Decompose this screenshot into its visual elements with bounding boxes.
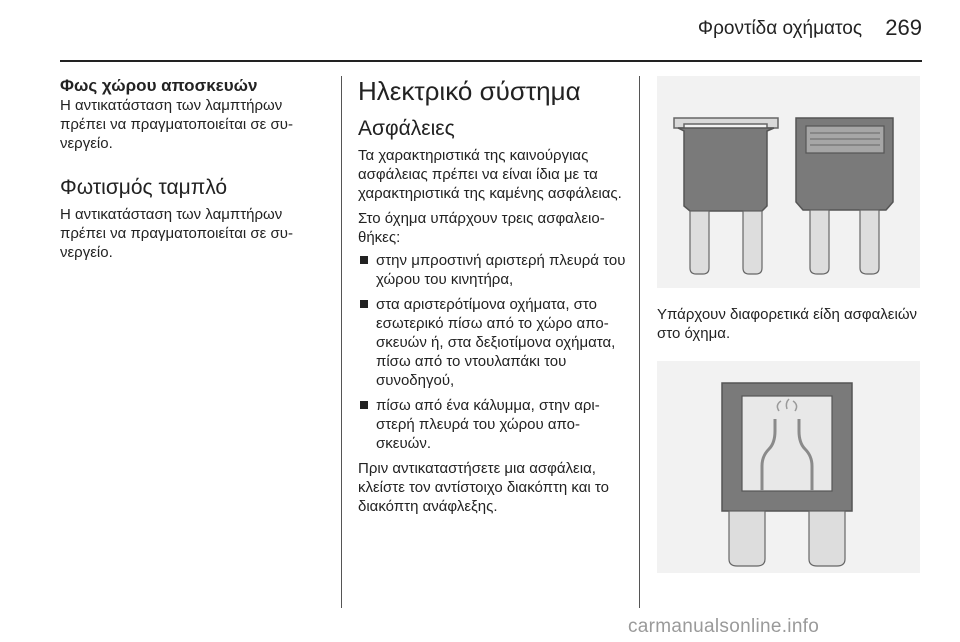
page-number: 269 xyxy=(885,15,922,40)
list-item: στα αριστερότίμονα οχήματα, στο εσωτερικό πίσω από το χώρο αποσκευών ή, στα δεξιοτίμονα οχήματα, πίσω από το ντουλαπάκι του συνοδηγού, xyxy=(358,295,626,390)
column-divider-left xyxy=(341,76,342,608)
fusebox-list xyxy=(358,251,626,453)
section-text: Η αντικατάσταση των λαμπτήρων πρέπει να πραγματοποιείται σε συνεργείο. xyxy=(60,206,293,261)
chapter-title: Ηλεκτρικό σύστημα xyxy=(358,76,581,106)
section-text: Η αντικατάσταση των λαμπτήρων πρέπει να πραγματοποιείται σε συνεργείο. xyxy=(60,97,293,152)
column-1 xyxy=(60,76,332,262)
bullet-square-icon xyxy=(360,256,368,264)
column-3 xyxy=(657,76,920,573)
column-2 xyxy=(358,76,626,516)
fuse-types-illustration xyxy=(657,76,920,288)
section-heading: Φως χώρου αποσκευών xyxy=(60,76,258,95)
section-trunk-light xyxy=(60,76,332,153)
section-heading: Φωτισμός ταμπλό xyxy=(60,176,228,199)
running-header-title: Φροντίδα οχήματος xyxy=(697,18,862,39)
bullet-square-icon xyxy=(360,300,368,308)
figure-caption: Υπάρχουν διαφορετικά είδη ασφαλειών στο όχημα. xyxy=(657,306,918,342)
paragraph-1: Τα χαρακτηριστικά της καινούργιας ασφάλειας πρέπει να είναι ίδια με τα χαρακτηριστικά της καμένης ασφάλειας. xyxy=(358,147,622,202)
list-item: στην μπροστινή αριστερή πλευρά του χώρου του κινητήρα, xyxy=(358,251,626,289)
blown-fuse-illustration xyxy=(657,361,920,573)
watermark-text: carmanualsonline.info xyxy=(628,616,820,637)
list-item: πίσω από ένα κάλυμμα, στην αριστερή πλευρά του χώρου αποσκευών. xyxy=(358,396,626,453)
paragraph-2: Στο όχημα υπάρχουν τρεις ασφαλειοθήκες: xyxy=(358,210,605,246)
header-divider xyxy=(60,60,922,62)
section-dashboard-light xyxy=(60,175,332,262)
paragraph-3: Πριν αντικαταστήσετε μια ασφάλεια, κλείστε τον αντίστοιχο διακόπτη και το διακόπτη ανάφλεξης. xyxy=(358,460,609,515)
column-divider-right xyxy=(639,76,640,608)
bullet-square-icon xyxy=(360,401,368,409)
section-subtitle: Ασφάλειες xyxy=(358,117,455,140)
